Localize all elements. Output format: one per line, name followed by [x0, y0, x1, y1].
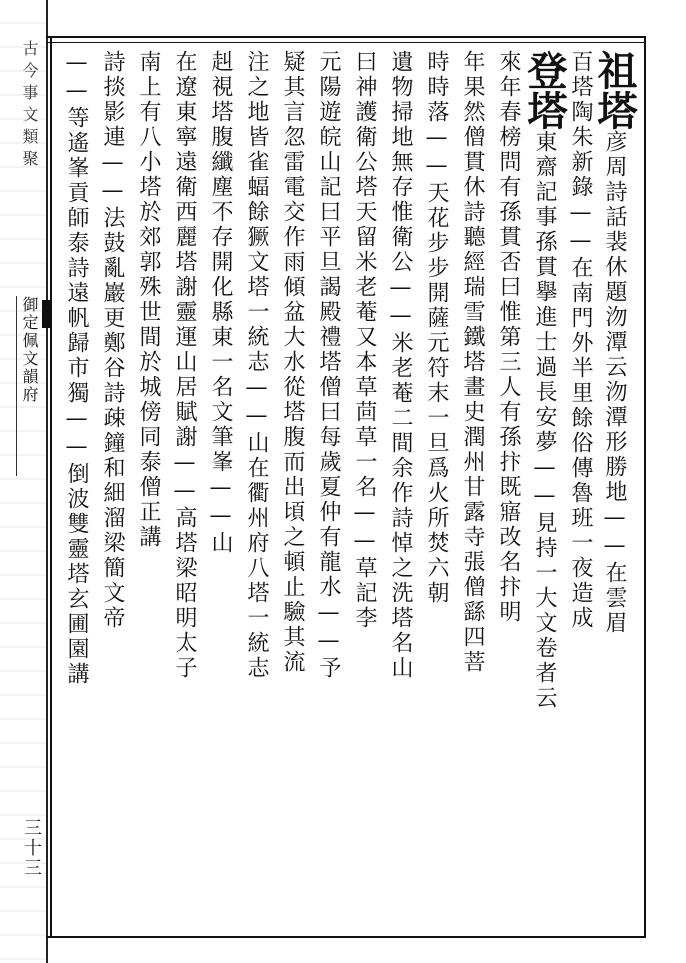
column-text: 彦周詩話裴休題沕潭云沕潭形勝地——在雲眉: [602, 130, 627, 636]
column-text: 注之地皆雀蝠餘獗文塔一統志——山在衢州府八塔一統志: [244, 50, 269, 681]
text-column: [350, 50, 378, 930]
column-text: 百塔陶朱新錄——在南門外半里餘俗傳魯班一夜造成: [568, 50, 593, 631]
column-text: ——等遙峯貢師泰詩遠帆歸市獨——倒波雙靈塔玄圃園講: [64, 50, 89, 687]
entry-heading: 登塔: [521, 50, 568, 130]
frame-bottom-rule: [46, 936, 646, 938]
column-text: 在遼東寧遠衛西麗塔謝靈運山居賦謝——高塔梁昭明太子: [172, 50, 197, 681]
column-text: 詩掞影連——法鼓亂巖更鄭谷詩疎鐘和細溜梁簡文帝: [100, 50, 125, 631]
column-text: 東齋記事孫貫擧進士過長安夢——見持一大文卷者云: [532, 130, 557, 711]
text-column: [386, 50, 414, 930]
column-text: 曰神護衛公塔天留米老菴又本草茴草一名——草記李: [352, 50, 377, 631]
column-text: 年果然僧貫休詩聽經瑞雪鐵塔畫史潤州甘露寺張僧繇四菩: [460, 50, 485, 675]
text-column: [566, 50, 594, 930]
frame-top-rule: [46, 36, 646, 38]
frame-right-rule: [644, 36, 646, 936]
column-text: 時時落——天花步步開薩元符末一旦爲火所焚六朝: [424, 50, 449, 606]
text-column: [314, 50, 342, 930]
frame-left-rule: [50, 36, 52, 936]
column-text: 疑其言忽雷電交作雨傾盆大水從塔腹而出頃之頓止驗其流: [280, 50, 305, 675]
text-column: [170, 50, 198, 930]
text-column: [494, 50, 522, 930]
text-column: [278, 50, 306, 930]
text-column: [242, 50, 270, 930]
column-text: 赳視塔腹纖塵不存開化縣東一名文筆峯——山: [208, 50, 233, 556]
text-column: [591, 50, 638, 930]
column-text: 來年春榜問有孫貫否曰惟第三人有孫抃既寤改名抃明: [496, 50, 521, 625]
entry-heading: 祖塔: [591, 50, 638, 130]
text-column: [134, 50, 162, 930]
margin-tab-label: 御定佩文韻府: [16, 296, 41, 476]
column-text: 元陽遊皖山記曰平旦謁殿禮塔僧曰每歲夏仲有龍水——予: [316, 50, 341, 681]
text-column: [422, 50, 450, 930]
frame-top-rule-inner: [46, 42, 646, 43]
margin-title: 古今事文類聚: [20, 40, 39, 172]
page-number: 三十三: [21, 818, 42, 878]
column-text: 遺物掃地無存惟衛公——米老菴二間余作詩悼之洗塔名山: [388, 50, 413, 681]
text-column: [98, 50, 126, 930]
text-column: [521, 50, 568, 930]
text-column: [206, 50, 234, 930]
text-column: [62, 50, 90, 930]
column-text: 南上有八小塔於郊郭殊世間於城傍同泰僧正講: [136, 50, 161, 550]
text-column: [458, 50, 486, 930]
